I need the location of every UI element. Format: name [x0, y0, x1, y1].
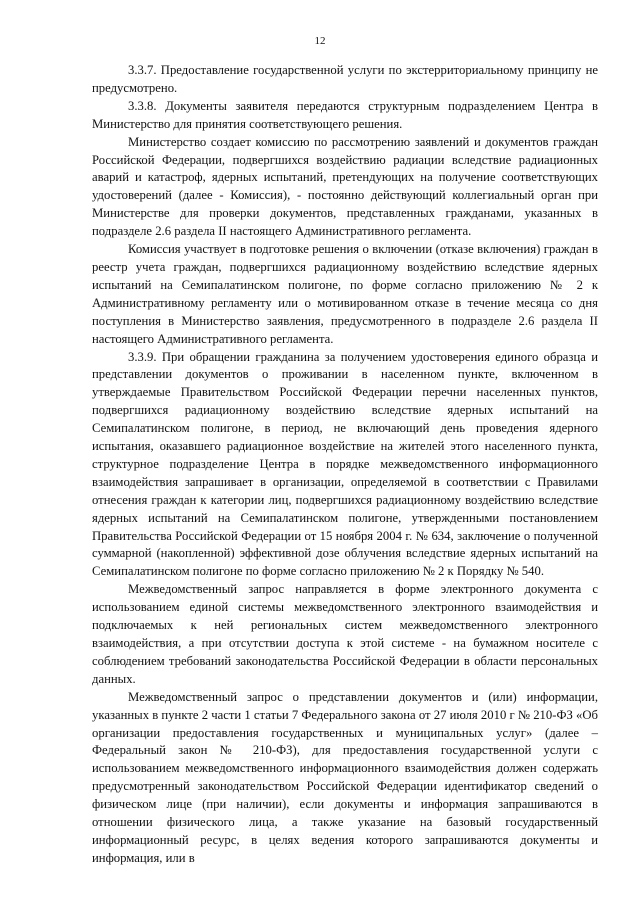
paragraph-3-3-8: 3.3.8. Документы заявителя передаются структурным подразделением Центра в Министерство для принятия соответствующего решения.	[92, 98, 598, 131]
paragraph-interagency-request-content: Межведомственный запрос о представлении документов и (или) информации, указанных в пункте 2 части 1 статьи 7 Федерального закона от 27 июля 2010 г № 210-ФЗ «Об организации предоставления государственных и муниципальных услуг» (далее – Федеральный закон № 210-ФЗ), для предоставления государственной услуги с использованием межведомственного информационного взаимодействия должен содержать предусмотренный законодательством Российской Федерации идентификатор сведений о физическом лице (при наличии), если документы и информация запрашиваются в отношении физического лица, а также указание на базовый государственный информационный ресурс, в целях ведения которого запрашиваются документы и информация, или в	[92, 689, 598, 865]
paragraph-3-3-9: 3.3.9. При обращении гражданина за получением удостоверения единого образца и представлении документов о проживании в населенном пункте, включенном в утверждаемые Правительством Российской Федерации перечни населенных пунктов, подвергшихся радиационному воздействию вследствие ядерных испытаний на Семипалатинском полигоне, в период, не включающий день проведения ядерного испытания, оказавшего радиационное воздействие на жителей этого населенного пункта, структурное подразделение Центра в порядке межведомственного информационного взаимодействия запрашивает в организации, определяемой в соответствии с Правилами отнесения граждан к категории лиц, подвергшихся радиационному воздействию вследствие ядерных испытаний на Семипалатинском полигоне, утвержденными постановлением Правительства Российской Федерации от 15 ноября 2004 г. № 634, заключение о полученной суммарной (накопленной) эффективной дозе облучения вследствие ядерных испытаний на Семипалатинском полигоне по форме согласно приложению № 2 к Порядку № 540.	[92, 349, 598, 579]
page-number: 12	[314, 35, 326, 47]
paragraph-commission-participation: Комиссия участвует в подготовке решения о включении (отказе включения) граждан в реестр учета граждан, подвергшихся радиационному воздействию вследствие ядерных испытаний на Семипалатинском полигоне, по форме согласно приложению № 2 к Административному регламенту или о мотивированном отказе в течение месяца со дня поступления в Министерство заявления, предусмотренного в подразделе 2.6 раздела II настоящего Административного регламента.	[92, 242, 598, 346]
paragraph-commission-creation: Министерство создает комиссию по рассмотрению заявлений и документов граждан Российской Федерации, подвергшихся воздействию радиации вследствие радиационных аварий и катастроф, ядерных испытаний, претендующих на получение соответствующих удостоверений (далее - Комиссия), - постоянно действующий коллегиальный орган при Министерстве для проверки документов, представленных гражданами, указанных в подразделе 2.6 раздела II настоящего Административного регламента.	[92, 134, 598, 239]
paragraph-interagency-request-format: Межведомственный запрос направляется в форме электронного документа с использованием единой системы межведомственного электронного взаимодействия и подключаемых к ней региональных систем межведомственного электронного взаимодействия, а при отсутствии доступа к этой системе - на бумажном носителе с соблюдением требований законодательства Российской Федерации в области персональных данных.	[92, 582, 598, 686]
paragraph-3-3-7: 3.3.7. Предоставление государственной услуги по экстерриториальному принципу не предусмотрено.	[92, 63, 598, 95]
document-body	[92, 62, 598, 868]
